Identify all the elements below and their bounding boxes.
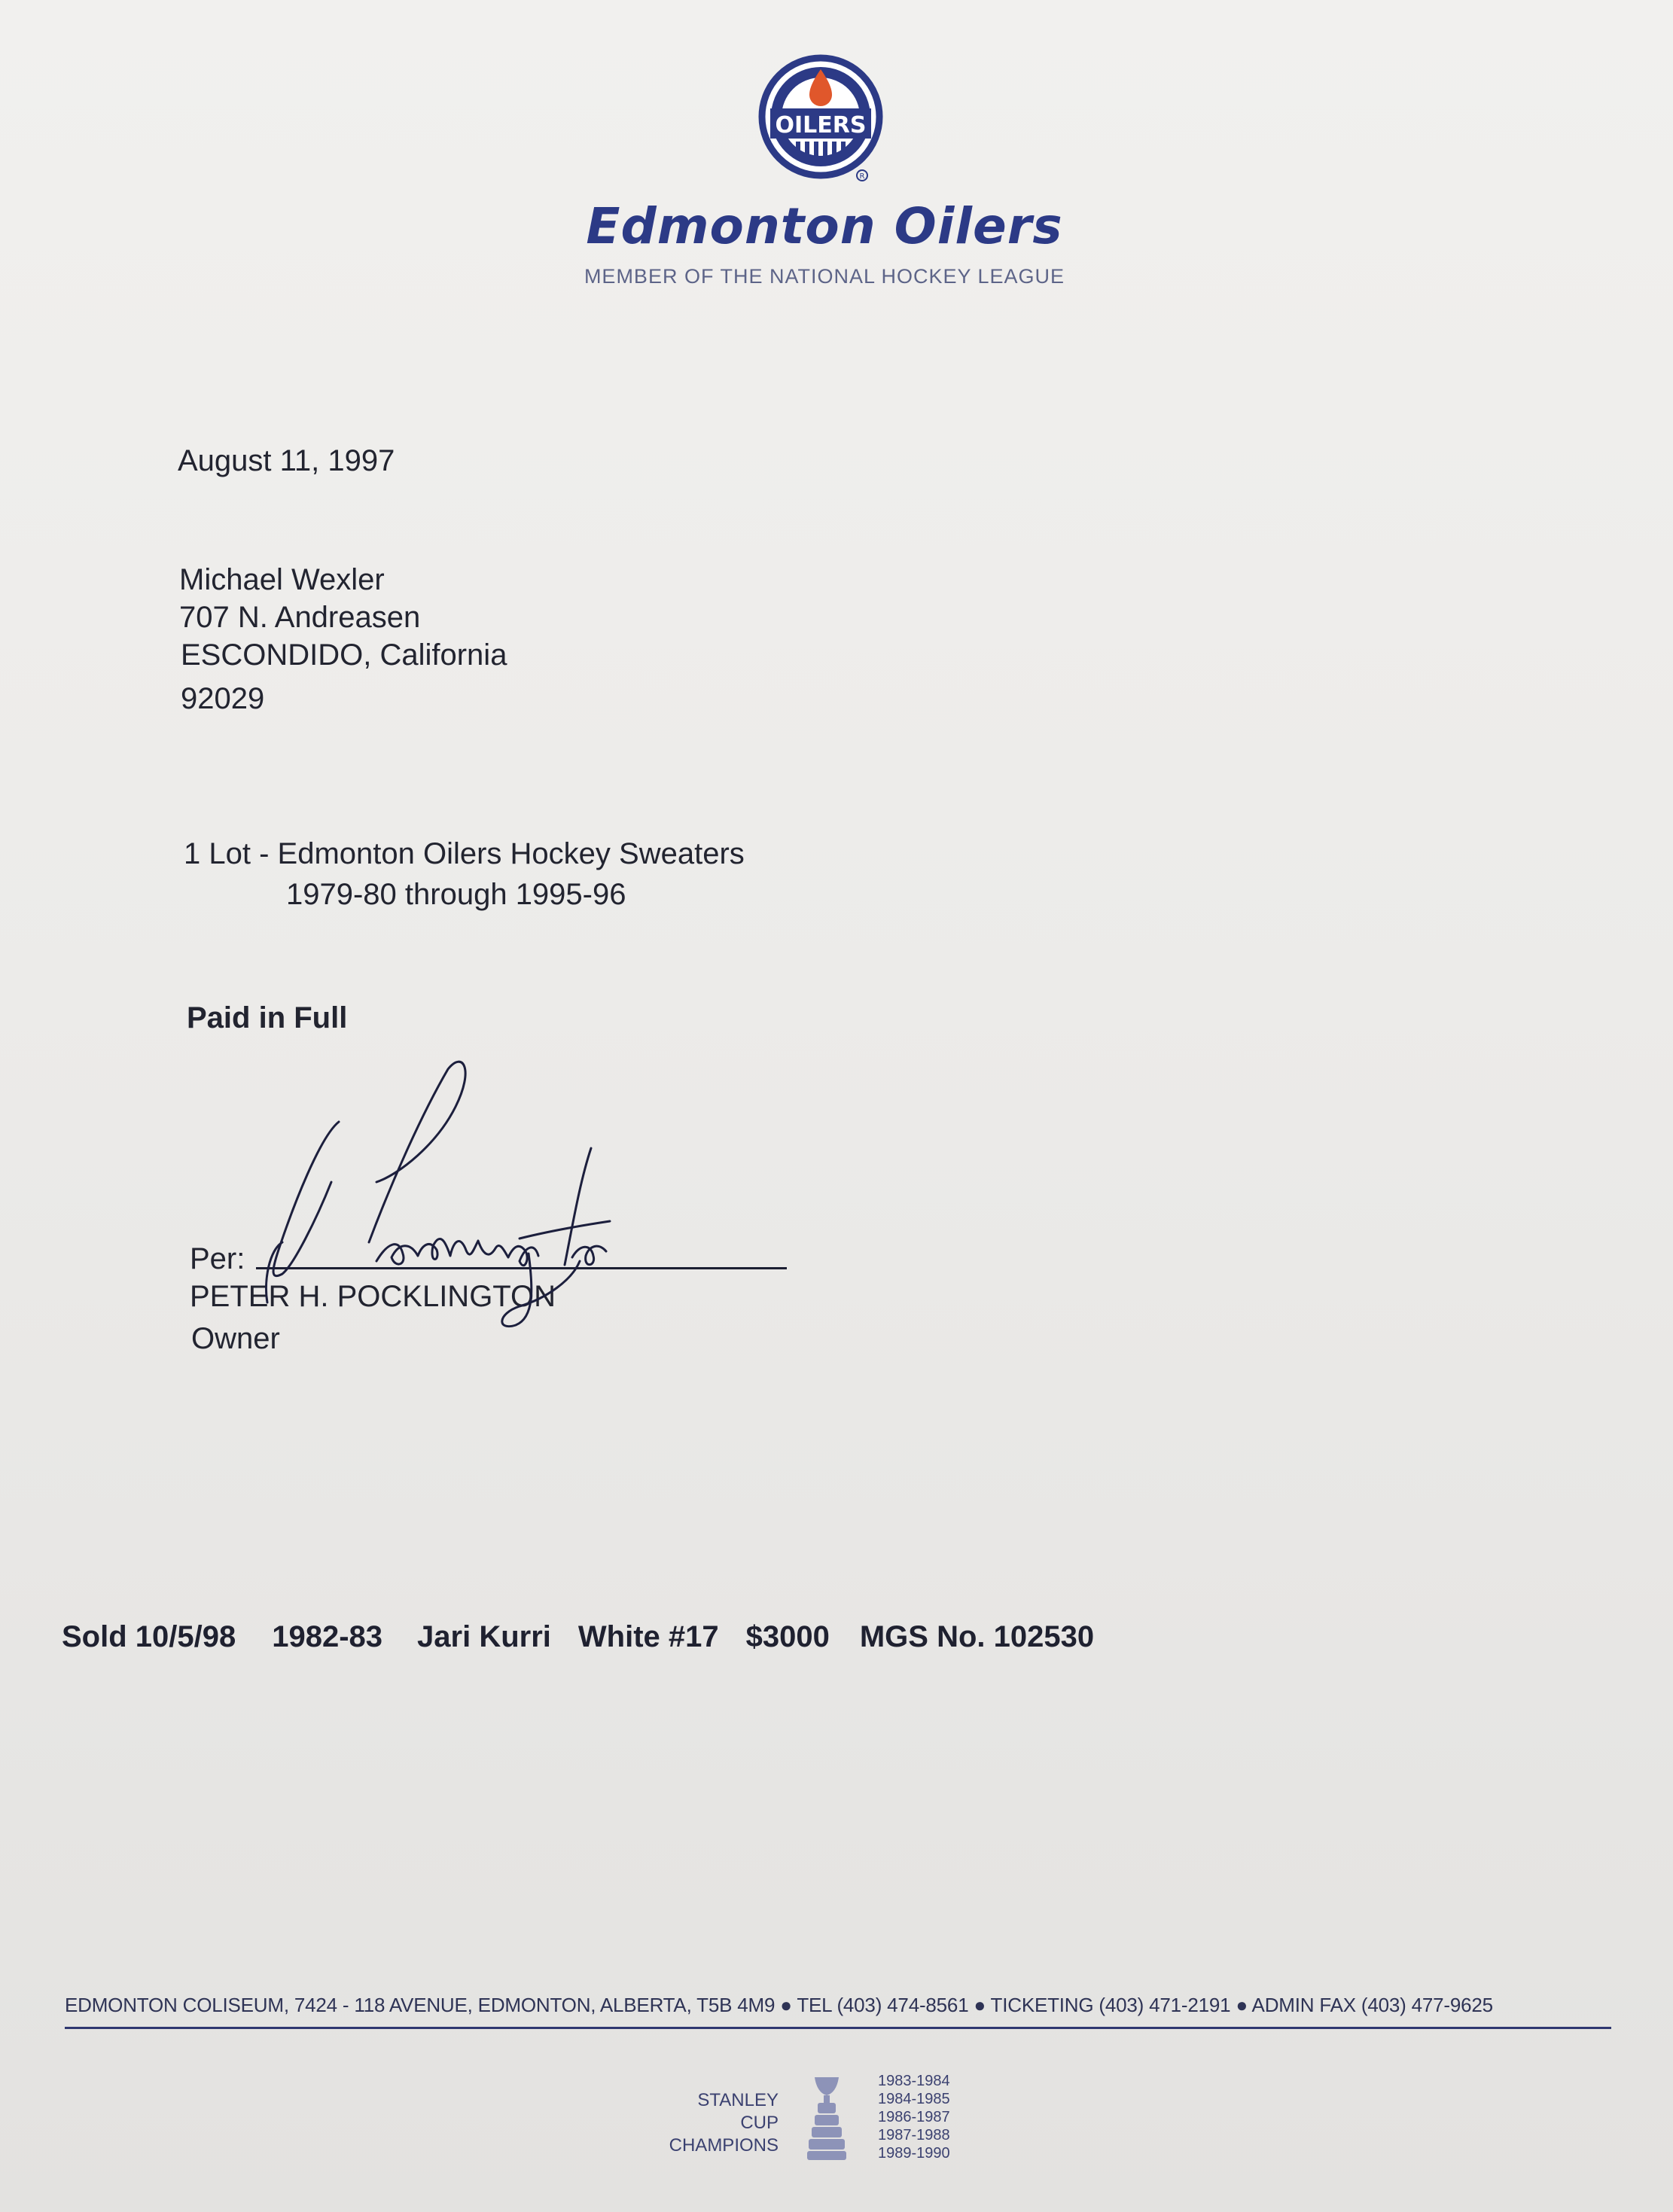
cup-year: 1987-1988 [878,2127,950,2143]
recipient-city: ESCONDIDO, California [181,638,507,672]
sale-mgs-number: MGS No. 102530 [859,1620,1095,1653]
signer-name: PETER H. POCKLINGTON [190,1280,556,1313]
cup-years [878,2072,950,2162]
svg-text:R: R [859,172,865,181]
cup-label-line: STANLEY [697,2090,779,2110]
cup-year: 1986-1987 [878,2109,950,2125]
footer-divider [65,2027,1611,2029]
sale-date: Sold 10/5/98 [62,1620,236,1653]
lot-description: 1 Lot - Edmonton Oilers Hockey Sweaters [184,837,745,870]
team-name: Edmonton Oilers [586,197,1063,255]
footer-address: EDMONTON COLISEUM, 7424 - 118 AVENUE, EDMONTON, ALBERTA, T5B 4M9 ● TEL (403) 474-8561 ● TICKETING (403) 471-2191 ● ADMIN FAX (403) 477-9625 [65,1994,1493,2016]
cup-label-line: CHAMPIONS [669,2135,779,2156]
handwritten-signature [248,1054,685,1363]
cup-year: 1983-1984 [878,2073,950,2089]
cup-label-line: CUP [740,2113,779,2133]
oilers-logo-icon [757,53,885,184]
logo-text: OILERS [775,112,867,139]
sale-season: 1982-83 [272,1620,383,1653]
lot-years: 1979-80 through 1995-96 [286,878,626,911]
team-tagline: MEMBER OF THE NATIONAL HOCKEY LEAGUE [584,265,1065,288]
letter-date: August 11, 1997 [178,444,395,477]
sale-note [62,1620,1094,1654]
cup-year: 1989-1990 [878,2145,950,2162]
per-label: Per: [190,1242,245,1275]
sale-price: $3000 [745,1620,830,1653]
sale-jersey: White #17 [577,1620,719,1653]
sale-player: Jari Kurri [417,1620,551,1653]
stanley-cup-label [640,2089,779,2157]
signer-title: Owner [191,1322,280,1355]
stanley-cup-icon [804,2074,849,2162]
recipient-name: Michael Wexler [179,563,385,596]
cup-year: 1984-1985 [878,2091,950,2107]
recipient-street: 707 N. Andreasen [179,601,421,634]
recipient-zip: 92029 [181,682,265,715]
paid-status: Paid in Full [187,1001,348,1034]
